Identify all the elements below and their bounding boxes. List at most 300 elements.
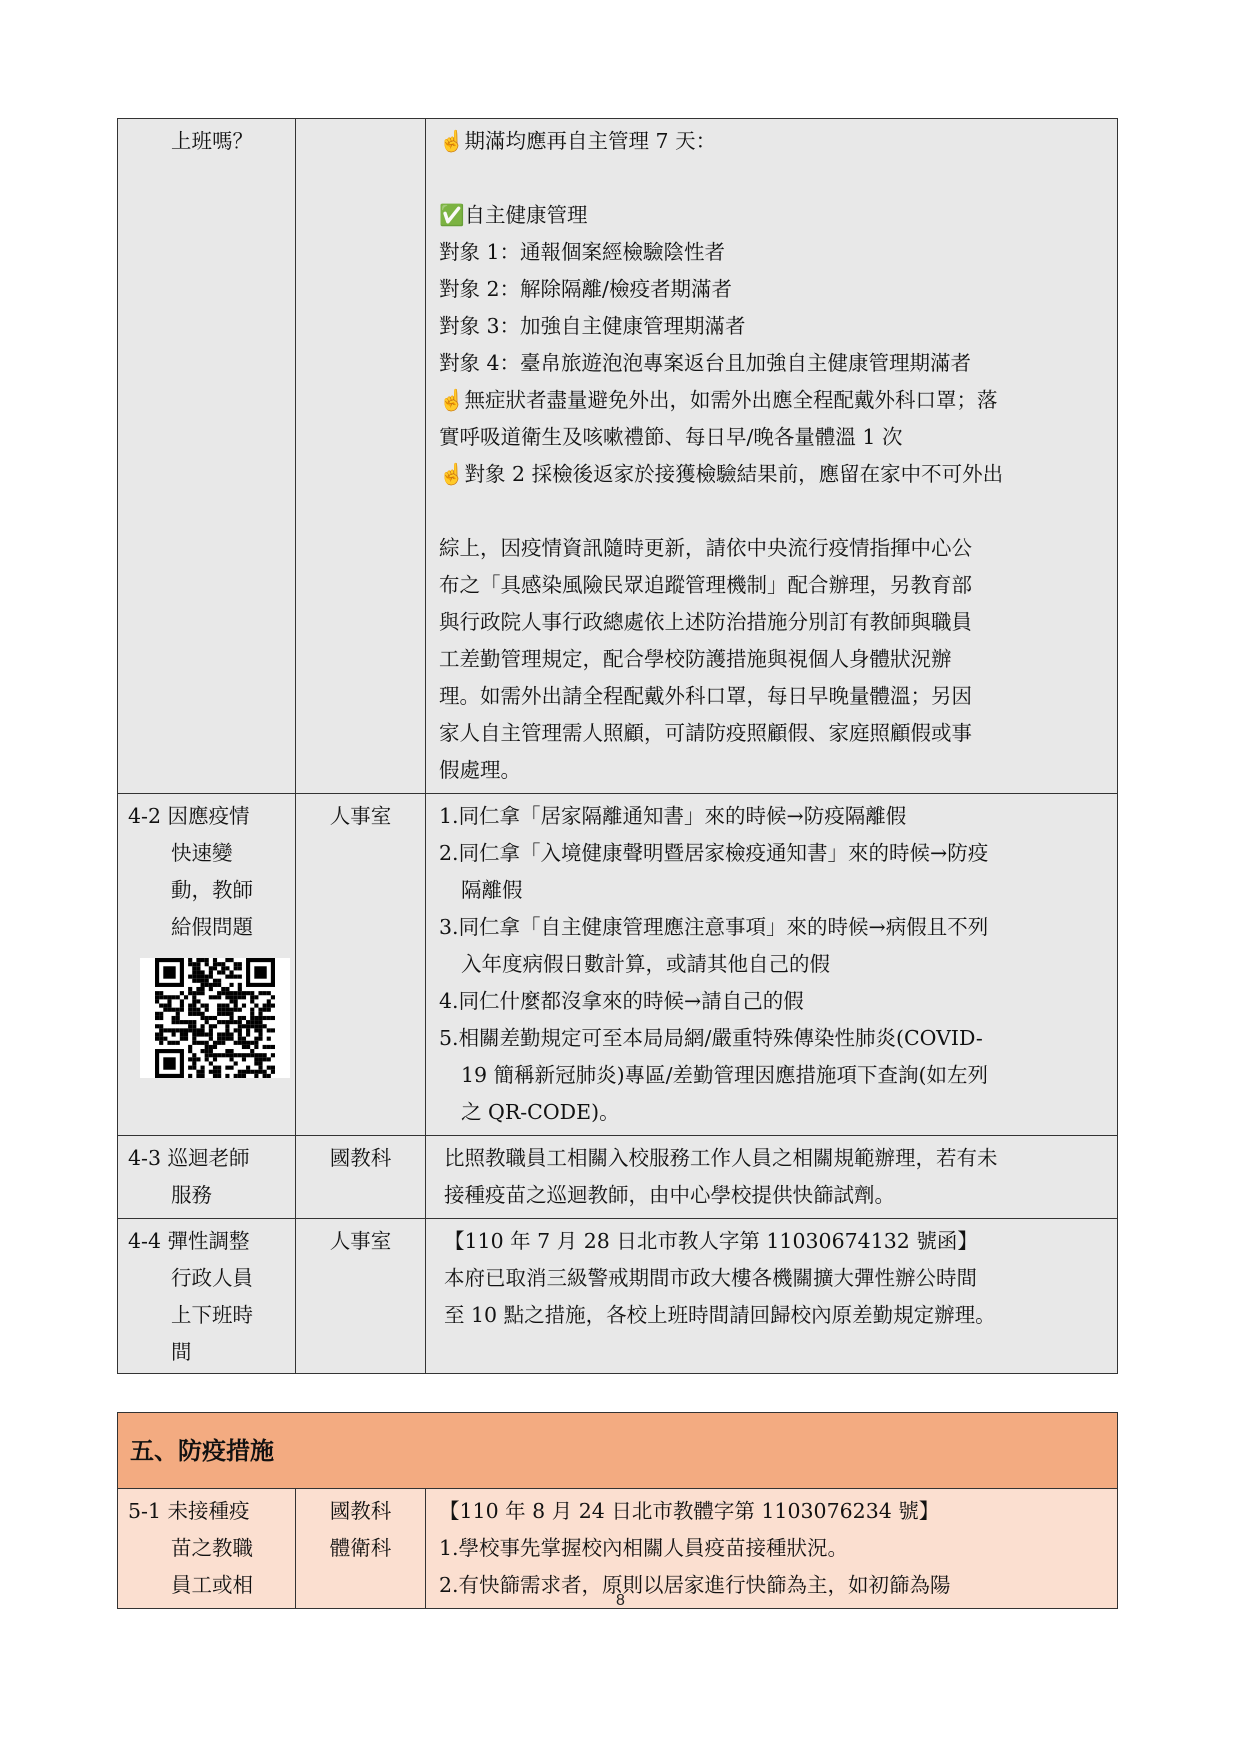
qr-module [242,1053,246,1057]
content-lines [426,119,1117,793]
qr-module [163,1037,167,1041]
qr-module [234,999,238,1003]
qr-module [217,1012,221,1016]
item-cell [118,794,296,1136]
qr-module [217,970,221,974]
qr-module [271,1070,275,1074]
qr-module [184,1028,188,1032]
qr-module [180,1008,184,1012]
qr-module [213,979,217,983]
qr-module [188,987,192,991]
qr-module [180,1037,184,1041]
qr-module [217,1074,221,1078]
list-item-text: 3.同仁拿「自主健康管理應注意事項」來的時候→病假且不列 [439,915,989,939]
qr-module [155,1024,159,1028]
qr-module [254,1037,258,1041]
qr-module [217,1070,221,1074]
qr-module [159,1004,163,1008]
qr-module [192,1008,196,1012]
qr-module [180,1004,184,1008]
qr-module [159,1012,163,1016]
qr-module [258,1028,262,1032]
qr-module [271,1045,275,1049]
qr-module [221,1053,225,1057]
table-row-4-4 [118,1219,1118,1374]
qr-module [217,1053,221,1057]
item-label: 上下班時 [171,1303,253,1327]
qr-module [254,995,258,999]
qr-module [180,999,184,1003]
list-item-text: 5.相關差勤規定可至本局局網/嚴重特殊傳染性肺炎(COVID- [439,1026,983,1050]
qr-module [238,1024,242,1028]
qr-module [188,975,192,979]
qr-module [217,962,221,966]
qr-module [250,1049,254,1053]
qr-module [209,1037,213,1041]
qr-module [201,1066,205,1070]
qr-module [238,1028,242,1032]
qr-module [217,995,221,999]
qr-module [196,1057,200,1061]
qr-module [159,991,163,995]
item-label: 4-2 因應疫情 [128,804,250,828]
qr-module [192,975,196,979]
qr-module [229,1053,233,1057]
qr-module [254,1045,258,1049]
measures-table [117,118,1118,1374]
qr-module [234,1041,238,1045]
qr-module [250,991,254,995]
qr-module [225,1028,229,1032]
qr-module [176,1012,180,1016]
qr-module [229,1037,233,1041]
content-cell [426,119,1118,794]
content-line: 家人自主管理需人照顧，可請防疫照顧假、家庭照顧假或事 [439,721,972,745]
qr-module [205,1049,209,1053]
qr-module [263,1053,267,1057]
qr-module [188,991,192,995]
qr-module [238,962,242,966]
qr-finder-module [163,966,175,978]
prevention-table [117,1412,1118,1609]
qr-module [263,1070,267,1074]
qr-module [238,975,242,979]
qr-module [238,1008,242,1012]
qr-module [192,1061,196,1065]
qr-module [176,1020,180,1024]
qr-module [188,1045,192,1049]
qr-module [159,1032,163,1036]
qr-module [188,1008,192,1012]
list-item-number: 3. [439,915,459,939]
qr-module [258,1024,262,1028]
qr-module [155,995,159,999]
list-item [439,983,1107,1020]
qr-module [225,1049,229,1053]
item-cell [118,1489,296,1609]
content-line: 對象 1：通報個案經檢驗陰性者 [439,240,726,264]
qr-module [254,1061,258,1065]
qr-module [155,1016,159,1020]
qr-module [205,979,209,983]
qr-code-image[interactable] [140,958,290,1078]
qr-module [192,1037,196,1041]
qr-module [258,1066,262,1070]
qr-module [217,979,221,983]
list-item [439,798,1107,835]
qr-module [267,1057,271,1061]
qr-module [254,1053,258,1057]
qr-module [234,1020,238,1024]
qr-module [258,1061,262,1065]
qr-module [205,983,209,987]
qr-module [242,1016,246,1020]
qr-module [242,995,246,999]
content-line: 工差勤管理規定，配合學校防護措施與視個人身體狀況辦 [439,647,952,671]
qr-module [209,995,213,999]
qr-module [209,1028,213,1032]
qr-finder-module [254,966,266,978]
qr-module [258,991,262,995]
qr-module [180,991,184,995]
qr-module [209,1049,213,1053]
qr-module [242,1037,246,1041]
qr-module [167,1041,171,1045]
qr-module [180,1028,184,1032]
qr-module [201,1070,205,1074]
qr-module [196,970,200,974]
qr-module [213,1041,217,1045]
qr-module [196,1008,200,1012]
qr-module [217,1004,221,1008]
qr-module [229,1049,233,1053]
qr-module [213,962,217,966]
qr-module [205,1045,209,1049]
qr-module [213,958,217,962]
qr-module [263,1045,267,1049]
qr-module [196,962,200,966]
qr-module [250,1012,254,1016]
item-label: 間 [171,1340,192,1364]
qr-module [176,1028,180,1032]
qr-module [167,1004,171,1008]
qr-module [263,1074,267,1078]
qr-module [238,1016,242,1020]
qr-module [225,1053,229,1057]
dept-label: 國教科 [329,1146,392,1170]
qr-module [250,1041,254,1045]
qr-module [213,1024,217,1028]
qr-module [263,1057,267,1061]
blank-line [439,160,1107,197]
qr-module [267,1016,271,1020]
qr-module [188,1028,192,1032]
qr-module [209,970,213,974]
qr-module [246,1028,250,1032]
item-cell [118,1136,296,1219]
qr-module [238,1074,242,1078]
item-cell [118,119,296,794]
qr-module [271,1066,275,1070]
qr-module [167,995,171,999]
qr-module [267,1028,271,1032]
qr-module [258,1053,262,1057]
qr-module [192,999,196,1003]
qr-module [209,987,213,991]
qr-module [159,1024,163,1028]
content-line: 實呼吸道衛生及咳嗽禮節、每日早/晚各量體溫 1 次 [439,425,903,449]
qr-module [263,1008,267,1012]
qr-module [267,991,271,995]
qr-module [225,1020,229,1024]
qr-module [271,1053,275,1057]
qr-module [242,991,246,995]
qr-module [225,995,229,999]
qr-module [234,1028,238,1032]
qr-module [201,1032,205,1036]
qr-module [188,1066,192,1070]
qr-module [184,1037,188,1041]
content-line: 理。如需外出請全程配戴外科口罩，每日早晚量體溫；另因 [439,684,972,708]
qr-module [221,991,225,995]
qr-module [267,999,271,1003]
table-row-continued [118,119,1118,794]
qr-module [163,1008,167,1012]
dept-cell [296,1136,426,1219]
qr-module [209,1024,213,1028]
qr-module [229,1012,233,1016]
qr-module [201,958,205,962]
qr-module [250,999,254,1003]
qr-module [201,1041,205,1045]
item-label: 快速變 [171,841,233,865]
list-item-text: 1.同仁拿「居家隔離通知書」來的時候→防疫隔離假 [439,804,907,828]
qr-module [201,970,205,974]
qr-module [229,983,233,987]
qr-module [225,958,229,962]
qr-module [250,1020,254,1024]
qr-module [246,1053,250,1057]
content-line: ✅自主健康管理 [439,203,588,227]
qr-module [229,995,233,999]
qr-module [258,1057,262,1061]
qr-module [238,1020,242,1024]
qr-module [201,979,205,983]
qr-module [192,1020,196,1024]
qr-module [201,975,205,979]
qr-module [229,1066,233,1070]
qr-module [267,1045,271,1049]
qr-module [238,983,242,987]
qr-module [192,995,196,999]
item-label: 4-3 巡迴老師 [128,1146,250,1170]
qr-module [192,970,196,974]
qr-module [196,1074,200,1078]
qr-module [271,1004,275,1008]
qr-module [209,1016,213,1020]
qr-module [242,1057,246,1061]
content-line: 與行政院人事行政總處依上述防治措施分別訂有教師與職員 [439,610,972,634]
qr-module [201,1004,205,1008]
qr-module [234,995,238,999]
qr-module [196,1012,200,1016]
qr-module [238,966,242,970]
content-line: 【110 年 8 月 24 日北市教體字第 1103076234 號】 [439,1499,940,1523]
qr-module [196,991,200,995]
list-item-number: 4. [439,989,459,1013]
qr-module [184,1032,188,1036]
qr-module [225,1012,229,1016]
qr-module [225,1066,229,1070]
qr-module [221,1008,225,1012]
qr-module [192,1024,196,1028]
qr-module [172,1008,176,1012]
qr-module [217,983,221,987]
qr-module [205,1020,209,1024]
qr-module [188,1024,192,1028]
qr-module [172,995,176,999]
qr-module [205,1016,209,1020]
qr-module [196,999,200,1003]
qr-module [234,991,238,995]
qr-module [217,1041,221,1045]
qr-module [196,966,200,970]
qr-module [242,1070,246,1074]
qr-module [205,1008,209,1012]
table-row-4-3 [118,1136,1118,1219]
qr-module [188,962,192,966]
blank-line [439,493,1107,530]
qr-module [263,1016,267,1020]
qr-module [196,979,200,983]
section-header-row [118,1413,1118,1489]
list-item-text: 之 QR-CODE)。 [461,1100,620,1124]
qr-module [221,1004,225,1008]
qr-module [167,1028,171,1032]
qr-module [246,1024,250,1028]
qr-module [271,995,275,999]
qr-module [163,995,167,999]
qr-module [242,1004,246,1008]
qr-module [201,1074,205,1078]
qr-module [254,1070,258,1074]
qr-module [238,1070,242,1074]
qr-module [217,1020,221,1024]
list-item-text: 19 簡稱新冠肺炎)專區/差勤管理因應措施項下查詢(如左列 [461,1063,989,1087]
qr-module [217,1066,221,1070]
qr-module [234,1074,238,1078]
table-row-5-1 [118,1489,1118,1609]
dept-cell [296,1219,426,1374]
qr-module [159,1041,163,1045]
section-title: 五、防疫措施 [118,1413,1118,1489]
qr-module [267,1008,271,1012]
content-line: ☝期滿均應再自主管理 7 天： [439,129,717,153]
qr-module [201,1012,205,1016]
item-label: 服務 [171,1183,212,1207]
dept-cell [296,119,426,794]
qr-module [205,1041,209,1045]
qr-module [213,995,217,999]
qr-module [267,1066,271,1070]
qr-module [209,966,213,970]
qr-module [196,1032,200,1036]
qr-module [250,1008,254,1012]
qr-module [155,999,159,1003]
qr-module [167,999,171,1003]
qr-module [192,1032,196,1036]
qr-module [258,1070,262,1074]
qr-module [238,1032,242,1036]
qr-module [209,1061,213,1065]
qr-module [254,1020,258,1024]
content-line: 本府已取消三級警戒期間市政大樓各機關擴大彈性辦公時間 [444,1266,977,1290]
qr-module [254,1074,258,1078]
qr-module [213,1057,217,1061]
qr-module [229,991,233,995]
item-label: 上班嗎？ [171,129,253,153]
content-cell [426,1136,1118,1219]
qr-module [196,1070,200,1074]
qr-module [221,962,225,966]
content-line: 至 10 點之措施，各校上班時間請回歸校內原差勤規定辦理。 [444,1303,996,1327]
qr-module [246,1045,250,1049]
qr-module [250,1024,254,1028]
qr-module [263,1004,267,1008]
qr-module [234,975,238,979]
qr-module [188,1049,192,1053]
qr-module [196,987,200,991]
qr-module [205,1004,209,1008]
qr-module [180,1032,184,1036]
qr-module [217,1032,221,1036]
qr-module [246,1041,250,1045]
qr-module [225,975,229,979]
dept-label: 體衛科 [329,1536,392,1560]
qr-module [184,995,188,999]
qr-module [234,1061,238,1065]
qr-module [213,966,217,970]
qr-module [196,975,200,979]
table-row-4-2 [118,794,1118,1136]
qr-module [225,1032,229,1036]
qr-module [172,1016,176,1020]
qr-module [201,987,205,991]
list-item-text: 2.同仁拿「入境健康聲明暨居家檢疫通知書」來的時候→防疫 [439,841,989,865]
item-label: 行政人員 [171,1266,253,1290]
qr-module [159,1037,163,1041]
qr-module [213,1070,217,1074]
qr-module [229,1020,233,1024]
qr-module [205,975,209,979]
qr-module [263,1024,267,1028]
qr-module [221,970,225,974]
qr-module [258,1037,262,1041]
qr-module [254,1028,258,1032]
qr-module [238,1053,242,1057]
qr-module [201,1024,205,1028]
qr-module [221,1012,225,1016]
qr-module [192,962,196,966]
qr-module [234,1008,238,1012]
qr-module [246,991,250,995]
qr-module [242,1041,246,1045]
qr-module [192,1053,196,1057]
qr-module [225,991,229,995]
qr-module [188,1004,192,1008]
content-line: 2.有快篩需求者，原則以居家進行快篩為主，如初篩為陽 [439,1573,951,1597]
qr-module [192,966,196,970]
